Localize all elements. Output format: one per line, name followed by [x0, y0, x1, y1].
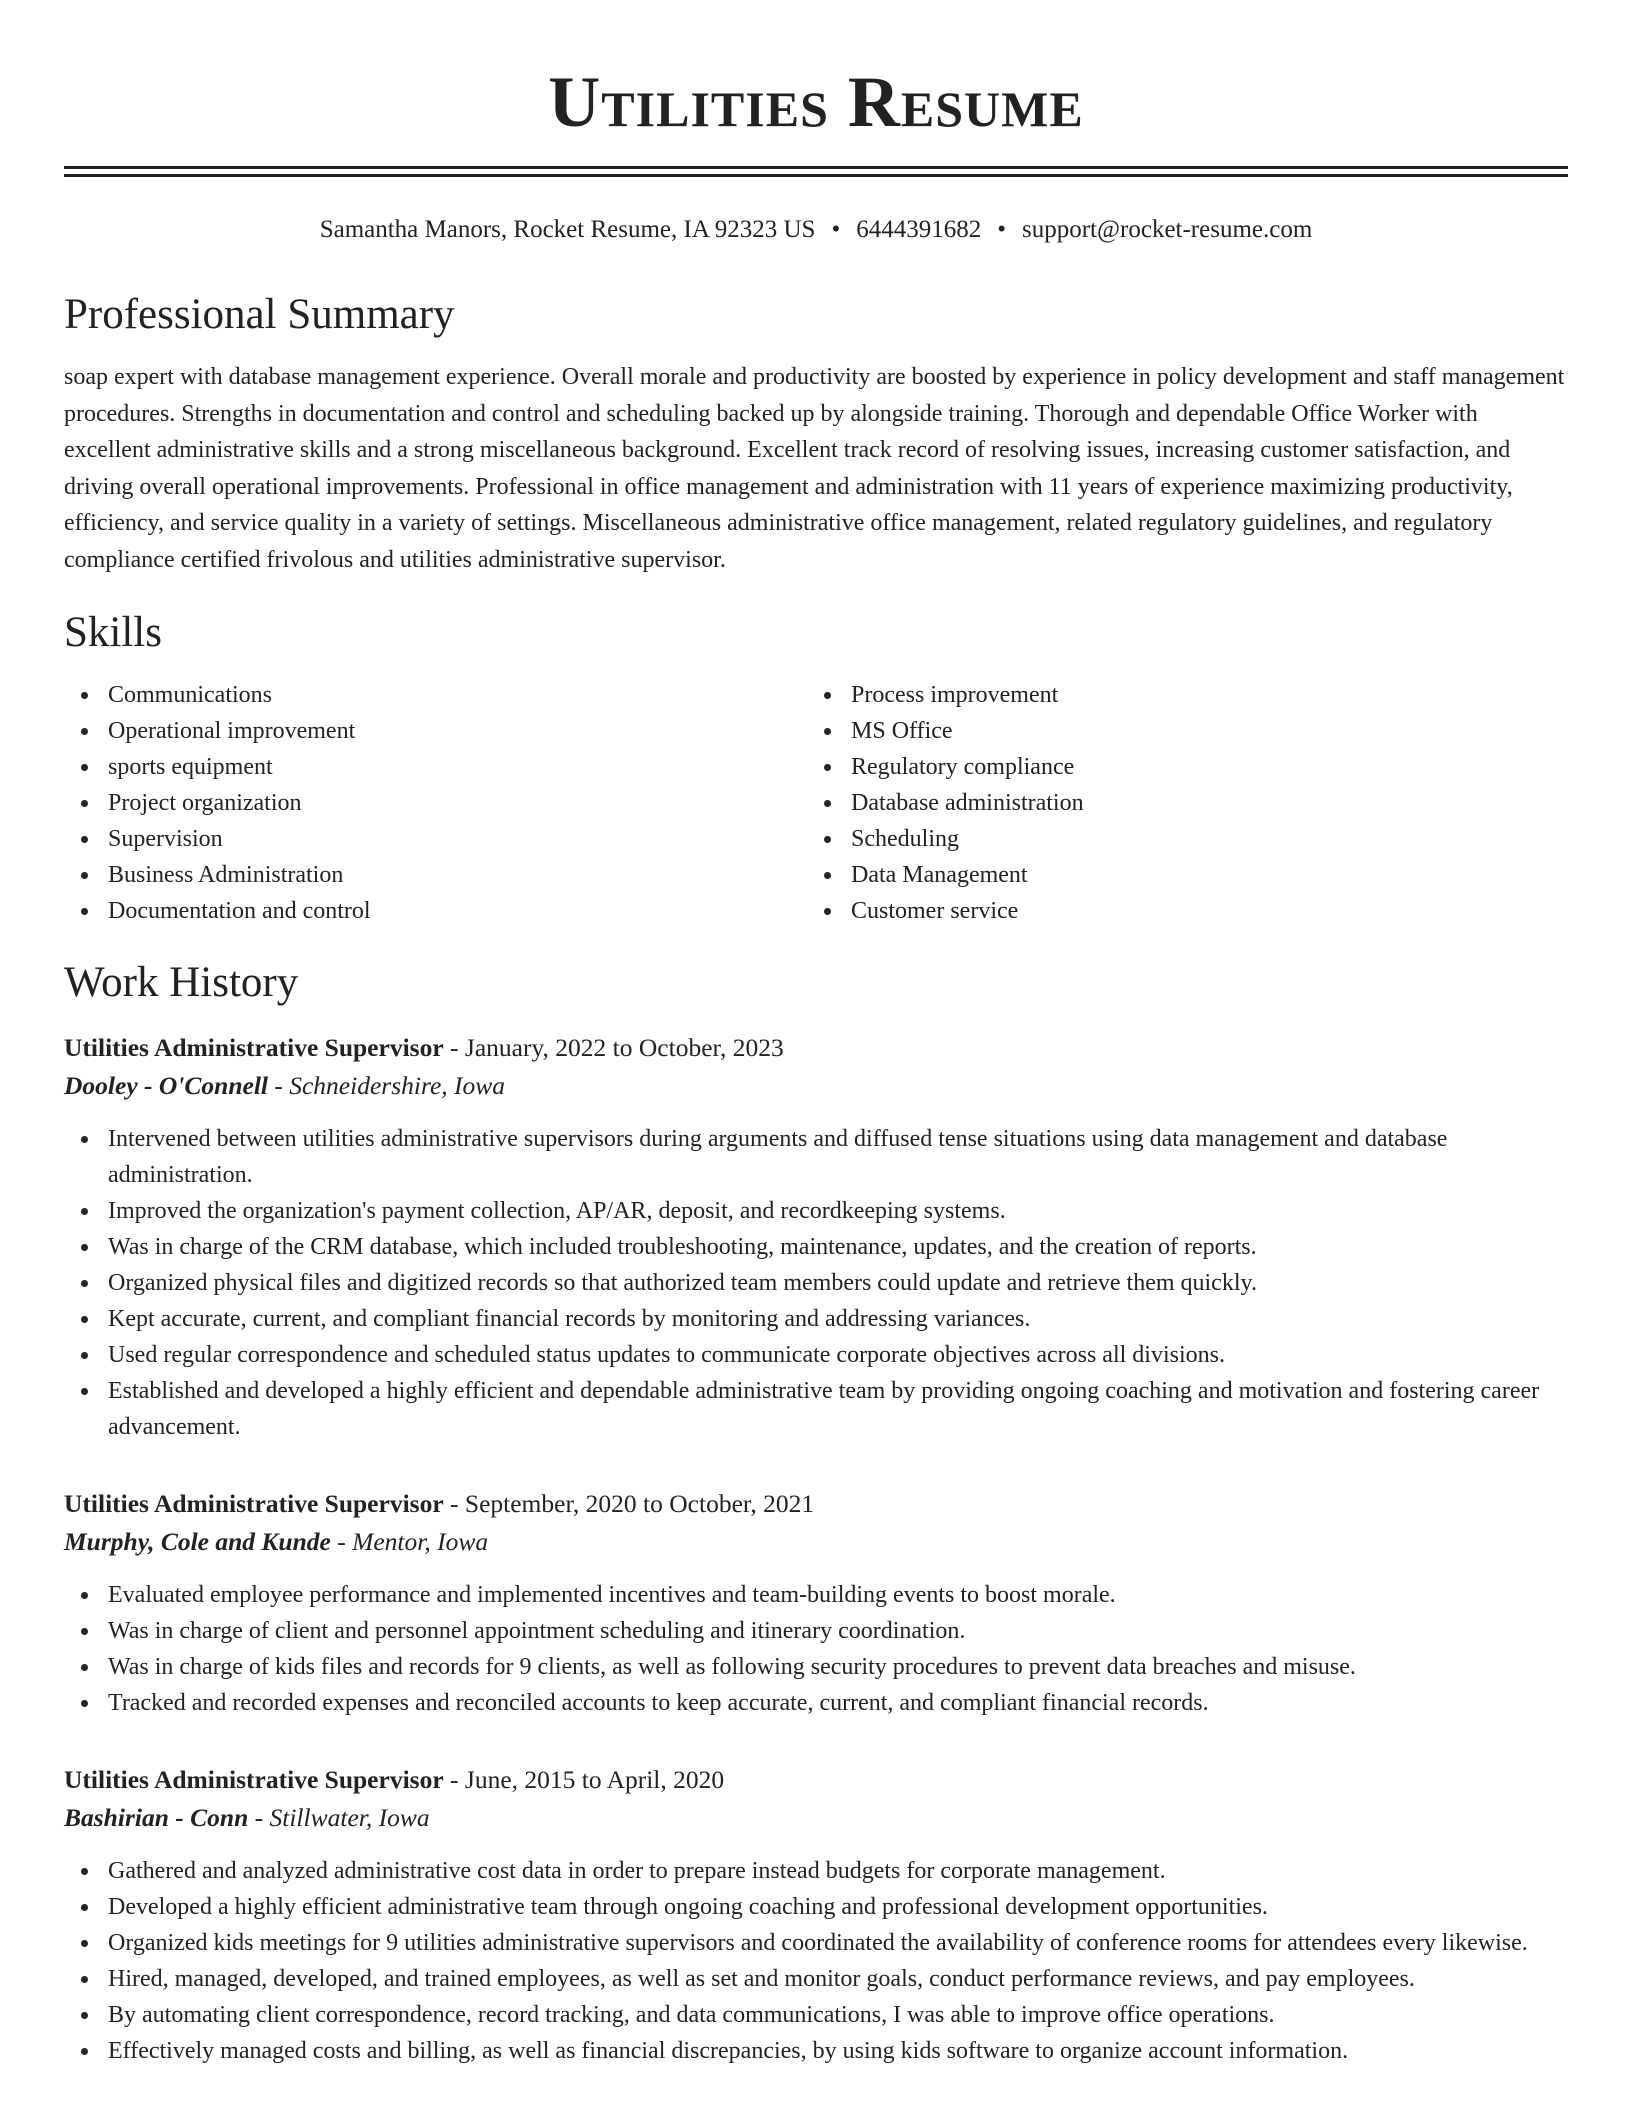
- summary-heading: Professional Summary: [64, 291, 455, 338]
- job-dates: - January, 2022 to October, 2023: [443, 1032, 784, 1062]
- job-title-line: [64, 1029, 1568, 1067]
- contact-line: [64, 213, 1568, 247]
- skill-item: Customer service: [807, 893, 1550, 929]
- job-bullets: [64, 1121, 1568, 1445]
- job-role: Utilities Administrative Supervisor: [64, 1488, 444, 1518]
- job-bullet: Was in charge of client and personnel appointment scheduling and itinerary coordination.: [64, 1613, 1568, 1649]
- skill-item: Supervision: [64, 821, 807, 857]
- job-title-line: [64, 1485, 1568, 1523]
- skill-item: Business Administration: [64, 857, 807, 893]
- job-company-line: [64, 1799, 1568, 1837]
- job-role: Utilities Administrative Supervisor: [64, 1764, 444, 1794]
- skill-item: Process improvement: [807, 677, 1550, 713]
- job-bullet: Organized physical files and digitized records so that authorized team members could update and retrieve them quickly.: [64, 1265, 1568, 1301]
- contact-phone: 6444391682: [856, 216, 982, 243]
- job-bullet: Kept accurate, current, and compliant financial records by monitoring and addressing variances.: [64, 1301, 1568, 1337]
- skill-item: Communications: [64, 677, 807, 713]
- job-entry: [64, 1485, 1568, 1721]
- skill-item: Data Management: [807, 857, 1550, 893]
- job-role: Utilities Administrative Supervisor: [64, 1032, 444, 1062]
- job-bullet: Tracked and recorded expenses and reconciled accounts to keep accurate, current, and compliant financial records.: [64, 1685, 1568, 1721]
- skills-list: [64, 677, 1568, 929]
- job-company: Bashirian - Conn: [64, 1802, 249, 1832]
- job-location: - Stillwater, Iowa: [248, 1802, 430, 1832]
- job-company-line: [64, 1523, 1568, 1561]
- job-bullet: Organized kids meetings for 9 utilities administrative supervisors and coordinated the availability of conference rooms for attendees every likewise.: [64, 1925, 1568, 1961]
- job-company: Murphy, Cole and Kunde: [64, 1526, 331, 1556]
- skills-column-left: [64, 677, 807, 929]
- contact-separator: •: [997, 216, 1006, 243]
- job-dates: - June, 2015 to April, 2020: [443, 1764, 725, 1794]
- job-bullet: Hired, managed, developed, and trained employees, as well as set and monitor goals, conduct performance reviews, and pay employees.: [64, 1961, 1568, 1997]
- contact-separator: •: [831, 216, 841, 243]
- skill-item: sports equipment: [64, 749, 807, 785]
- job-bullet: By automating client correspondence, record tracking, and data communications, I was able to improve office operations.: [64, 1997, 1568, 2033]
- work-history-heading: Work History: [64, 958, 299, 1006]
- skill-item: Project organization: [64, 785, 807, 821]
- skill-item: MS Office: [807, 713, 1550, 749]
- job-bullet: Improved the organization's payment collection, AP/AR, deposit, and recordkeeping systems.: [64, 1193, 1568, 1229]
- skill-item: Regulatory compliance: [807, 749, 1550, 785]
- skill-item: Operational improvement: [64, 713, 807, 749]
- skill-item: Scheduling: [807, 821, 1550, 857]
- job-bullet: Intervened between utilities administrative supervisors during arguments and diffused tense situations using data management and database administration.: [64, 1121, 1568, 1193]
- job-bullet: Was in charge of kids files and records for 9 clients, as well as following security procedures to prevent data breaches and misuse.: [64, 1649, 1568, 1685]
- job-bullet: Evaluated employee performance and implemented incentives and team-building events to boost morale.: [64, 1577, 1568, 1613]
- resume-title: Utilities Resume: [548, 62, 1084, 142]
- job-bullet: Established and developed a highly efficient and dependable administrative team by providing ongoing coaching and motivation and fostering career advancement.: [64, 1373, 1568, 1445]
- job-company-line: [64, 1067, 1568, 1105]
- job-bullets: [64, 1853, 1568, 2069]
- job-location: - Schneidershire, Iowa: [268, 1070, 506, 1100]
- job-bullet: Was in charge of the CRM database, which included troubleshooting, maintenance, updates, and the creation of reports.: [64, 1229, 1568, 1265]
- job-bullet: Used regular correspondence and scheduled status updates to communicate corporate objectives across all divisions.: [64, 1337, 1568, 1373]
- job-bullet: Effectively managed costs and billing, as well as financial discrepancies, by using kids software to organize account information.: [64, 2033, 1568, 2069]
- job-location: - Mentor, Iowa: [330, 1526, 489, 1556]
- job-entry: [64, 1029, 1568, 1445]
- job-dates: - September, 2020 to October, 2021: [443, 1488, 815, 1518]
- job-bullet: Developed a highly efficient administrative team through ongoing coaching and professional development opportunities.: [64, 1889, 1568, 1925]
- contact-email: support@rocket-resume.com: [1022, 216, 1313, 243]
- summary-text: soap expert with database management experience. Overall morale and productivity are boosted by experience in policy development and staff management procedures. Strengths in documentation and control and scheduling backed up by alongside training. Thorough and dependable Office Worker with excellent administrative skills and a strong miscellaneous background. Excellent track record of resolving issues, increasing customer satisfaction, and driving overall operational improvements. Professional in office management and administration with 11 years of experience maximizing productivity, efficiency, and service quality in a variety of settings. Miscellaneous administrative office management, related regulatory guidelines, and regulatory compliance certified frivolous and utilities administrative supervisor.: [64, 364, 1565, 573]
- job-bullet: Gathered and analyzed administrative cost data in order to prepare instead budgets for corporate management.: [64, 1853, 1568, 1889]
- job-company: Dooley - O'Connell: [64, 1070, 268, 1100]
- contact-address: Samantha Manors, Rocket Resume, IA 92323 US: [319, 216, 816, 243]
- skills-heading: Skills: [64, 608, 162, 656]
- job-bullets: [64, 1577, 1568, 1721]
- job-title-line: [64, 1761, 1568, 1799]
- job-entry: [64, 1761, 1568, 2069]
- skill-item: Database administration: [807, 785, 1550, 821]
- skill-item: Documentation and control: [64, 893, 807, 929]
- skills-column-right: [807, 677, 1550, 929]
- title-divider: [64, 166, 1568, 177]
